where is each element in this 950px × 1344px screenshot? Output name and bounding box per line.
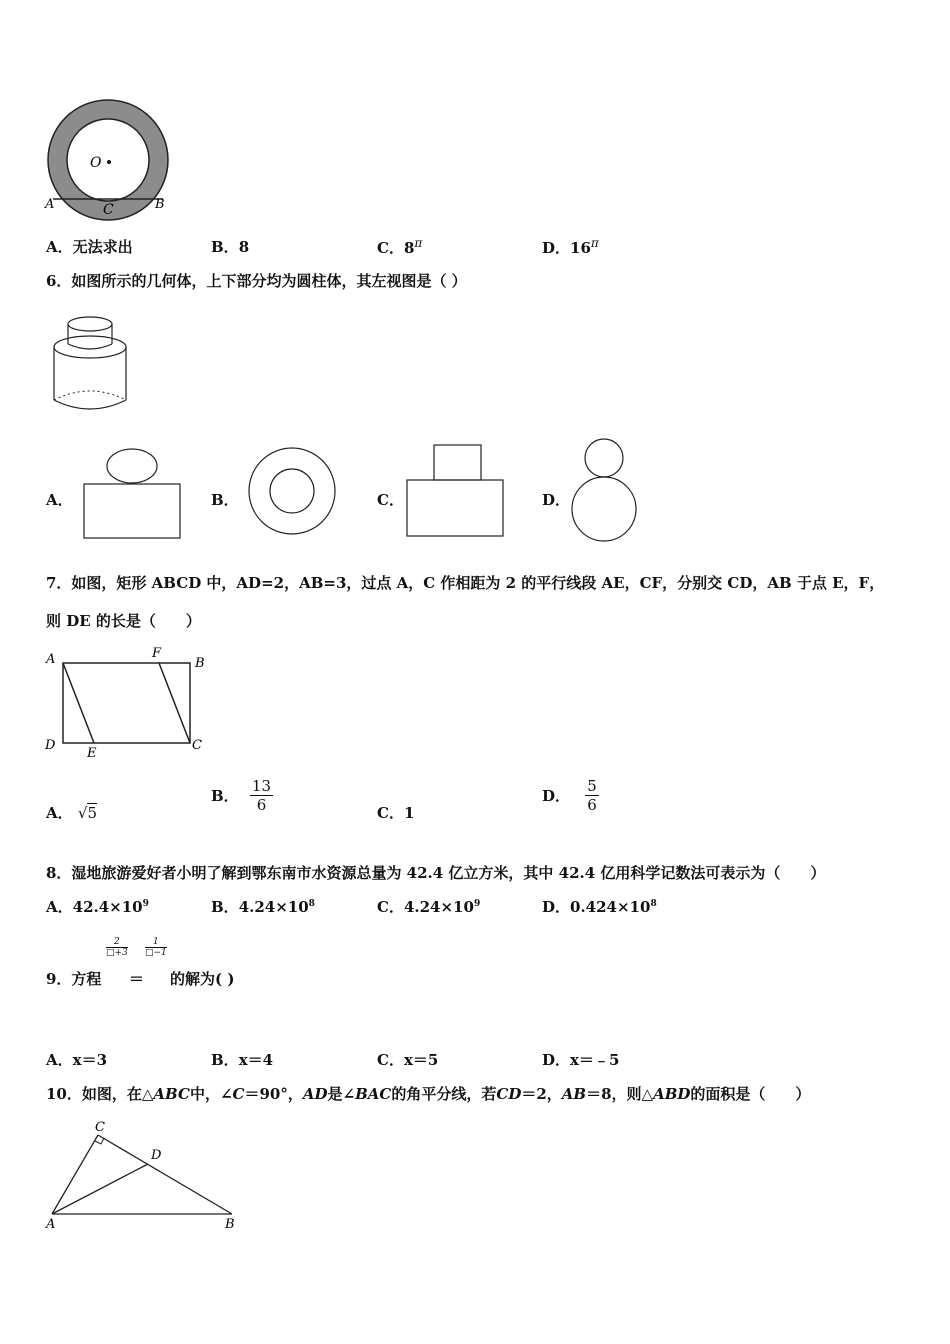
q6-solid-figure	[46, 312, 136, 416]
label-d: D	[45, 738, 56, 753]
q6-option-b-figure	[245, 444, 339, 538]
q6-option-a-letter: A．	[46, 491, 73, 509]
option-exponent: 8	[308, 899, 315, 909]
option-letter: A．	[46, 238, 73, 256]
option-exponent: 9	[473, 899, 481, 909]
text-part: 是∠	[327, 1085, 356, 1103]
q8-option-a	[46, 896, 149, 917]
label-c: C	[103, 202, 114, 218]
numerator: 2	[106, 937, 128, 948]
q6-option-c-letter: C．	[377, 491, 404, 509]
option-base: 0.424×10	[570, 898, 651, 916]
option-base: 4.24×10	[403, 898, 474, 916]
q9-fraction-right	[145, 937, 167, 958]
option-letter: C．	[377, 804, 404, 822]
option-text: 1	[403, 804, 415, 822]
math-var: C	[232, 1085, 245, 1103]
option-text: 8	[403, 239, 415, 257]
option-text: x＝3	[72, 1051, 108, 1069]
math-var: ABD	[653, 1085, 691, 1103]
q9-option-c	[377, 1049, 438, 1070]
option-exponent: 9	[142, 899, 149, 909]
pi-symbol: π	[414, 236, 423, 250]
q10-triangle-figure	[42, 1115, 242, 1235]
q5-annulus-figure	[40, 95, 180, 223]
option-letter: D．	[542, 898, 571, 916]
option-letter: A．	[46, 898, 73, 916]
center-point	[107, 160, 111, 164]
option-letter: C．	[377, 1051, 404, 1069]
text-part: ＝8，则△	[586, 1085, 654, 1103]
text-part: 的面积是（ ）	[690, 1085, 811, 1103]
option-letter: A．	[46, 1051, 73, 1069]
option-letter: D．	[542, 787, 571, 805]
option-text: 无法求出	[72, 238, 133, 256]
denominator: □+3	[106, 948, 128, 958]
math-var: AB	[561, 1085, 587, 1103]
label-a: A	[45, 197, 55, 212]
label-f: F	[152, 646, 162, 661]
q5-option-d	[542, 236, 599, 258]
q5-option-c	[377, 236, 422, 258]
option-text: 16	[570, 239, 591, 257]
fraction	[585, 777, 599, 814]
option-letter: B．	[211, 238, 239, 256]
q9-option-b	[211, 1049, 273, 1070]
side-cb	[98, 1135, 232, 1214]
math-var: AD	[302, 1085, 328, 1103]
option-letter: B．	[211, 1051, 239, 1069]
option-letter: D．	[542, 1051, 571, 1069]
option-text: x＝5	[403, 1051, 439, 1069]
label-e: E	[87, 746, 97, 761]
q6-option-d-figure	[571, 437, 639, 544]
numerator: 1	[145, 937, 167, 948]
q7-rectangle-figure	[42, 645, 212, 761]
math-var: CD	[496, 1085, 522, 1103]
option-exponent: 8	[650, 899, 657, 909]
option-letter: D．	[542, 239, 571, 257]
inner-circle	[67, 119, 149, 201]
q8-question: 8．湿地旅游爱好者小明了解到鄂东南市水资源总量为 42.4 亿立方米，其中 42.4 亿用科学记数法可表示为（ ）	[46, 864, 826, 882]
label-a: A	[46, 652, 56, 667]
q9-equals: ＝	[129, 970, 145, 988]
numerator: 5	[587, 777, 597, 795]
label-d: D	[151, 1148, 162, 1163]
q9-question-suffix: 的解为( )	[170, 970, 235, 988]
q8-option-d	[542, 896, 657, 917]
denominator: 6	[256, 796, 267, 814]
q6-question: 6．如图所示的几何体，上下部分均为圆柱体，其左视图是（ ）	[46, 272, 467, 290]
q7-option-a	[46, 802, 97, 823]
math-var: ABC	[153, 1085, 190, 1103]
text-part: 的角平分线，若	[391, 1085, 497, 1103]
q5-option-a	[46, 236, 133, 257]
pi-symbol: π	[590, 236, 599, 250]
sqrt-radicand: 5	[87, 804, 97, 822]
q6-option-c-figure	[405, 443, 505, 540]
option-text: 8	[238, 238, 250, 256]
q5-option-b	[211, 236, 249, 257]
label-c: C	[192, 738, 202, 753]
label-b: B	[225, 1217, 235, 1232]
segment-ae	[63, 663, 94, 743]
q7-option-b	[211, 777, 273, 814]
q6-option-b-letter: B．	[211, 491, 239, 509]
option-base: 4.24×10	[238, 898, 309, 916]
q7-question-line1: 7．如图，矩形 ABCD 中，AD=2，AB=3，过点 A，C 作相距为 2 的平行线段 AE，CF，分别交 CD，AB 于点 E，F，	[46, 574, 885, 592]
q8-option-b	[211, 896, 315, 917]
option-letter: B．	[211, 898, 239, 916]
denominator: 6	[587, 796, 597, 814]
label-o: O	[90, 155, 102, 171]
option-letter: B．	[211, 787, 239, 805]
q9-option-a	[46, 1049, 107, 1070]
option-text: x＝4	[238, 1051, 274, 1069]
label-b: B	[195, 656, 205, 671]
q8-option-c	[377, 896, 480, 917]
q6-option-d-letter: D．	[542, 491, 571, 509]
q6-option-a-figure	[82, 446, 184, 542]
q9-option-d	[542, 1049, 619, 1070]
option-letter: C．	[377, 898, 404, 916]
q7-option-d	[542, 777, 599, 814]
text-part: ＝90°，	[244, 1085, 303, 1103]
q10-question	[46, 1083, 810, 1104]
option-letter: A．	[46, 804, 73, 822]
label-a: A	[46, 1217, 56, 1232]
q7-question-line2: 则 DE 的长是（ ）	[46, 612, 201, 630]
option-base: 42.4×10	[72, 898, 143, 916]
math-var: BAC	[355, 1085, 392, 1103]
label-c: C	[95, 1120, 105, 1135]
fraction	[250, 777, 273, 814]
text-part: 10．如图，在△	[46, 1085, 154, 1103]
numerator: 13	[251, 777, 272, 795]
option-text: x＝﹣5	[570, 1051, 620, 1069]
text-part: 中，∠	[189, 1085, 233, 1103]
q9-question-prefix: 9．方程	[46, 970, 102, 988]
text-part: ＝2，	[521, 1085, 562, 1103]
denominator: □−1	[145, 948, 167, 958]
q7-option-c	[377, 802, 414, 823]
segment-cf	[159, 663, 190, 743]
option-letter: C．	[377, 239, 404, 257]
sqrt-symbol: √	[77, 804, 88, 822]
q9-fraction-left	[106, 937, 128, 958]
label-b: B	[155, 197, 165, 212]
